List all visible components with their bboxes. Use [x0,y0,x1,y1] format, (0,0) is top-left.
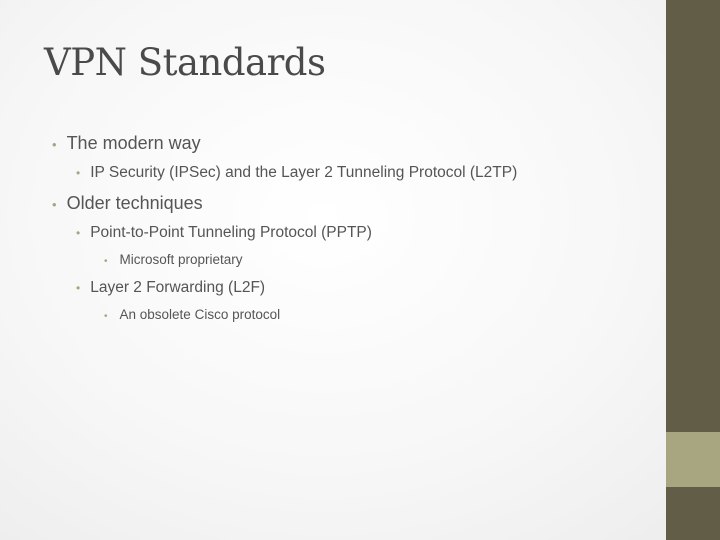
bullet-text: An obsolete Cisco protocol [119,307,281,322]
bullet-text: IP Security (IPSec) and the Layer 2 Tunneling Protocol (L2TP) [90,164,518,181]
bullet-item [76,224,372,242]
bullet-icon: • [104,256,108,267]
bullet-item [52,193,203,214]
bullet-text: Microsoft proprietary [119,252,243,267]
bullet-item [104,252,243,267]
bullet-icon: • [52,137,57,152]
bullet-text: Older techniques [66,193,203,213]
bullet-icon: • [52,197,57,212]
bullet-icon: • [76,281,81,295]
bullet-item [76,279,265,297]
bullet-item [76,164,517,182]
bullet-icon: • [104,311,108,322]
slide-title: VPN Standards [44,41,326,84]
bullet-text: The modern way [66,133,201,153]
bullet-item [52,133,201,154]
side-accent-block [666,432,720,487]
bullet-item [104,307,280,322]
bullet-icon: • [76,166,81,180]
bullet-icon: • [76,226,81,240]
bullet-text: Point-to-Point Tunneling Protocol (PPTP) [90,224,372,241]
bullet-text: Layer 2 Forwarding (L2F) [90,279,266,296]
